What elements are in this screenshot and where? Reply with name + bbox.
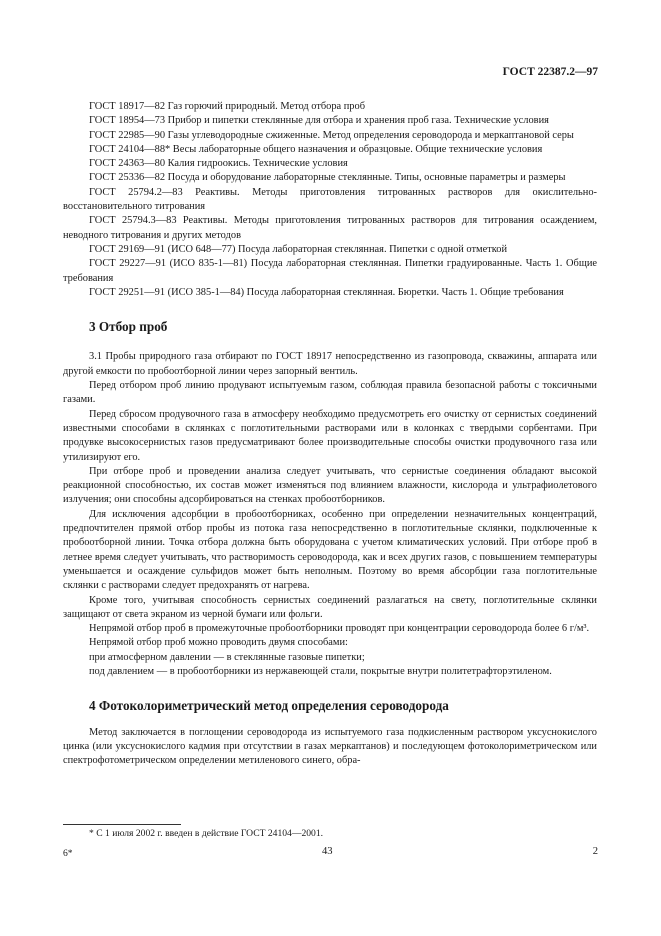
paragraph: Метод заключается в поглощении сероводорода из испытуемого газа подкисленным раствором уксуснокислого цинка (или уксуснокислого кадмия при отсутствии в газах меркаптанов) и последующем фотоколориметрическом или спектрофотометрическом определении метиленового синего, обра-	[63, 726, 597, 767]
reference-item: ГОСТ 29227—91 (ИСО 835-1—81) Посуда лабораторная стеклянная. Пипетки градуированные. Часть 1. Общие требования	[63, 258, 597, 284]
reference-list	[63, 100, 597, 300]
signature-mark: 6*	[63, 848, 73, 859]
paragraph: Непрямой отбор проб можно проводить двумя способами:	[89, 637, 348, 649]
document-header: ГОСТ 22387.2—97	[502, 66, 598, 78]
reference-item: ГОСТ 25794.3—83 Реактивы. Методы приготовления титрованных растворов для титрования осаждением, неводного титрования и других методов	[63, 215, 597, 241]
reference-item: ГОСТ 24363—80 Калия гидроокись. Технические условия	[89, 158, 348, 170]
reference-item: ГОСТ 25336—82 Посуда и оборудование лабораторные стеклянные. Типы, основные параметры и размеры	[89, 172, 566, 184]
sheet-number: 2	[592, 846, 598, 857]
paragraph: При отборе проб и проведении анализа следует учитывать, что сернистые соединения обладают высокой реакционной способностью, их состав может изменяться под влиянием влажности, кислорода и ультрафиолетового излучения; они способны адсорбироваться на стенках пробоотборников.	[63, 465, 597, 506]
paragraph: при атмосферном давлении — в стеклянные газовые пипетки;	[89, 651, 365, 663]
reference-item: ГОСТ 18917—82 Газ горючий природный. Метод отбора проб	[89, 101, 365, 112]
paragraph: Перед отбором проб линию продувают испытуемым газом, соблюдая правила безопасной работы с токсичными газами.	[63, 380, 597, 406]
paragraph: под давлением — в пробоотборники из нержавеющей стали, покрытые внутри политетрафторэтиленом.	[89, 665, 552, 677]
section-3-heading: 3 Отбор проб	[89, 319, 168, 335]
document-body	[63, 100, 597, 768]
paragraph: Для исключения адсорбции в пробоотборниках, особенно при определении незначительных концентраций, предпочтителен прямой отбор пробы из потока газа непосредственно в поглотительные склянки, подключенные к пробоотборной линии. Точка отбора должна быть оборудована с учетом климатических условий. При отборе проб в летнее время следует учитывать, что растворимость сероводорода, как и всех других газов, с повышением температуры уменьшается и осаждение сульфидов может быть неполным. Поэтому во время абсорбции газа поглотительные склянки с растворами следует предохранять от нагрева.	[63, 508, 597, 592]
section-4-heading: 4 Фотоколориметрический метод определения сероводорода	[89, 698, 449, 714]
reference-item: ГОСТ 18954—73 Прибор и пипетки стеклянные для отбора и хранения проб газа. Технические условия	[89, 115, 549, 127]
paragraph: Кроме того, учитывая способность сернистых соединений разлагаться на свету, поглотительные склянки защищают от света экраном из черной бумаги или фольги.	[63, 594, 597, 620]
footnote-divider	[63, 824, 181, 825]
paragraph: Перед сбросом продувочного газа в атмосферу необходимо предусмотреть его очистку от сернистых соединений известными способами в склянках с поглотительными растворами или в колонках с твердыми сорбентами. При продувке высокосернистых газов предусматривают более производительные способы очистки продувочного газа или утилизируют его.	[63, 408, 597, 463]
section-3-body	[63, 350, 597, 679]
reference-item: ГОСТ 29169—91 (ИСО 648—77) Посуда лабораторная стеклянная. Пипетки с одной отметкой	[89, 243, 508, 255]
footnote: * С 1 июля 2002 г. введен в действие ГОСТ 24104—2001.	[89, 828, 324, 839]
section-4-body	[63, 726, 597, 769]
paragraph: 3.1 Пробы природного газа отбирают по ГОСТ 18917 непосредственно из газопровода, скважины, аппарата или другой емкости по пробоотборной линии через запорный вентиль.	[63, 351, 597, 377]
page-number: 43	[322, 846, 333, 857]
paragraph: Непрямой отбор проб в промежуточные пробоотборники проводят при концентрации сероводорода более 6 г/м³.	[89, 623, 590, 635]
reference-item: ГОСТ 22985—90 Газы углеводородные сжиженные. Метод определения сероводорода и меркаптановой серы	[89, 129, 574, 141]
reference-item: ГОСТ 29251—91 (ИСО 385-1—84) Посуда лабораторная стеклянная. Бюретки. Часть 1. Общие требования	[89, 286, 564, 298]
reference-item: ГОСТ 24104—88* Весы лабораторные общего назначения и образцовые. Общие технические условия	[89, 143, 543, 155]
reference-item: ГОСТ 25794.2—83 Реактивы. Методы приготовления титрованных растворов для окислительно-восстановительного титрования	[63, 186, 597, 213]
